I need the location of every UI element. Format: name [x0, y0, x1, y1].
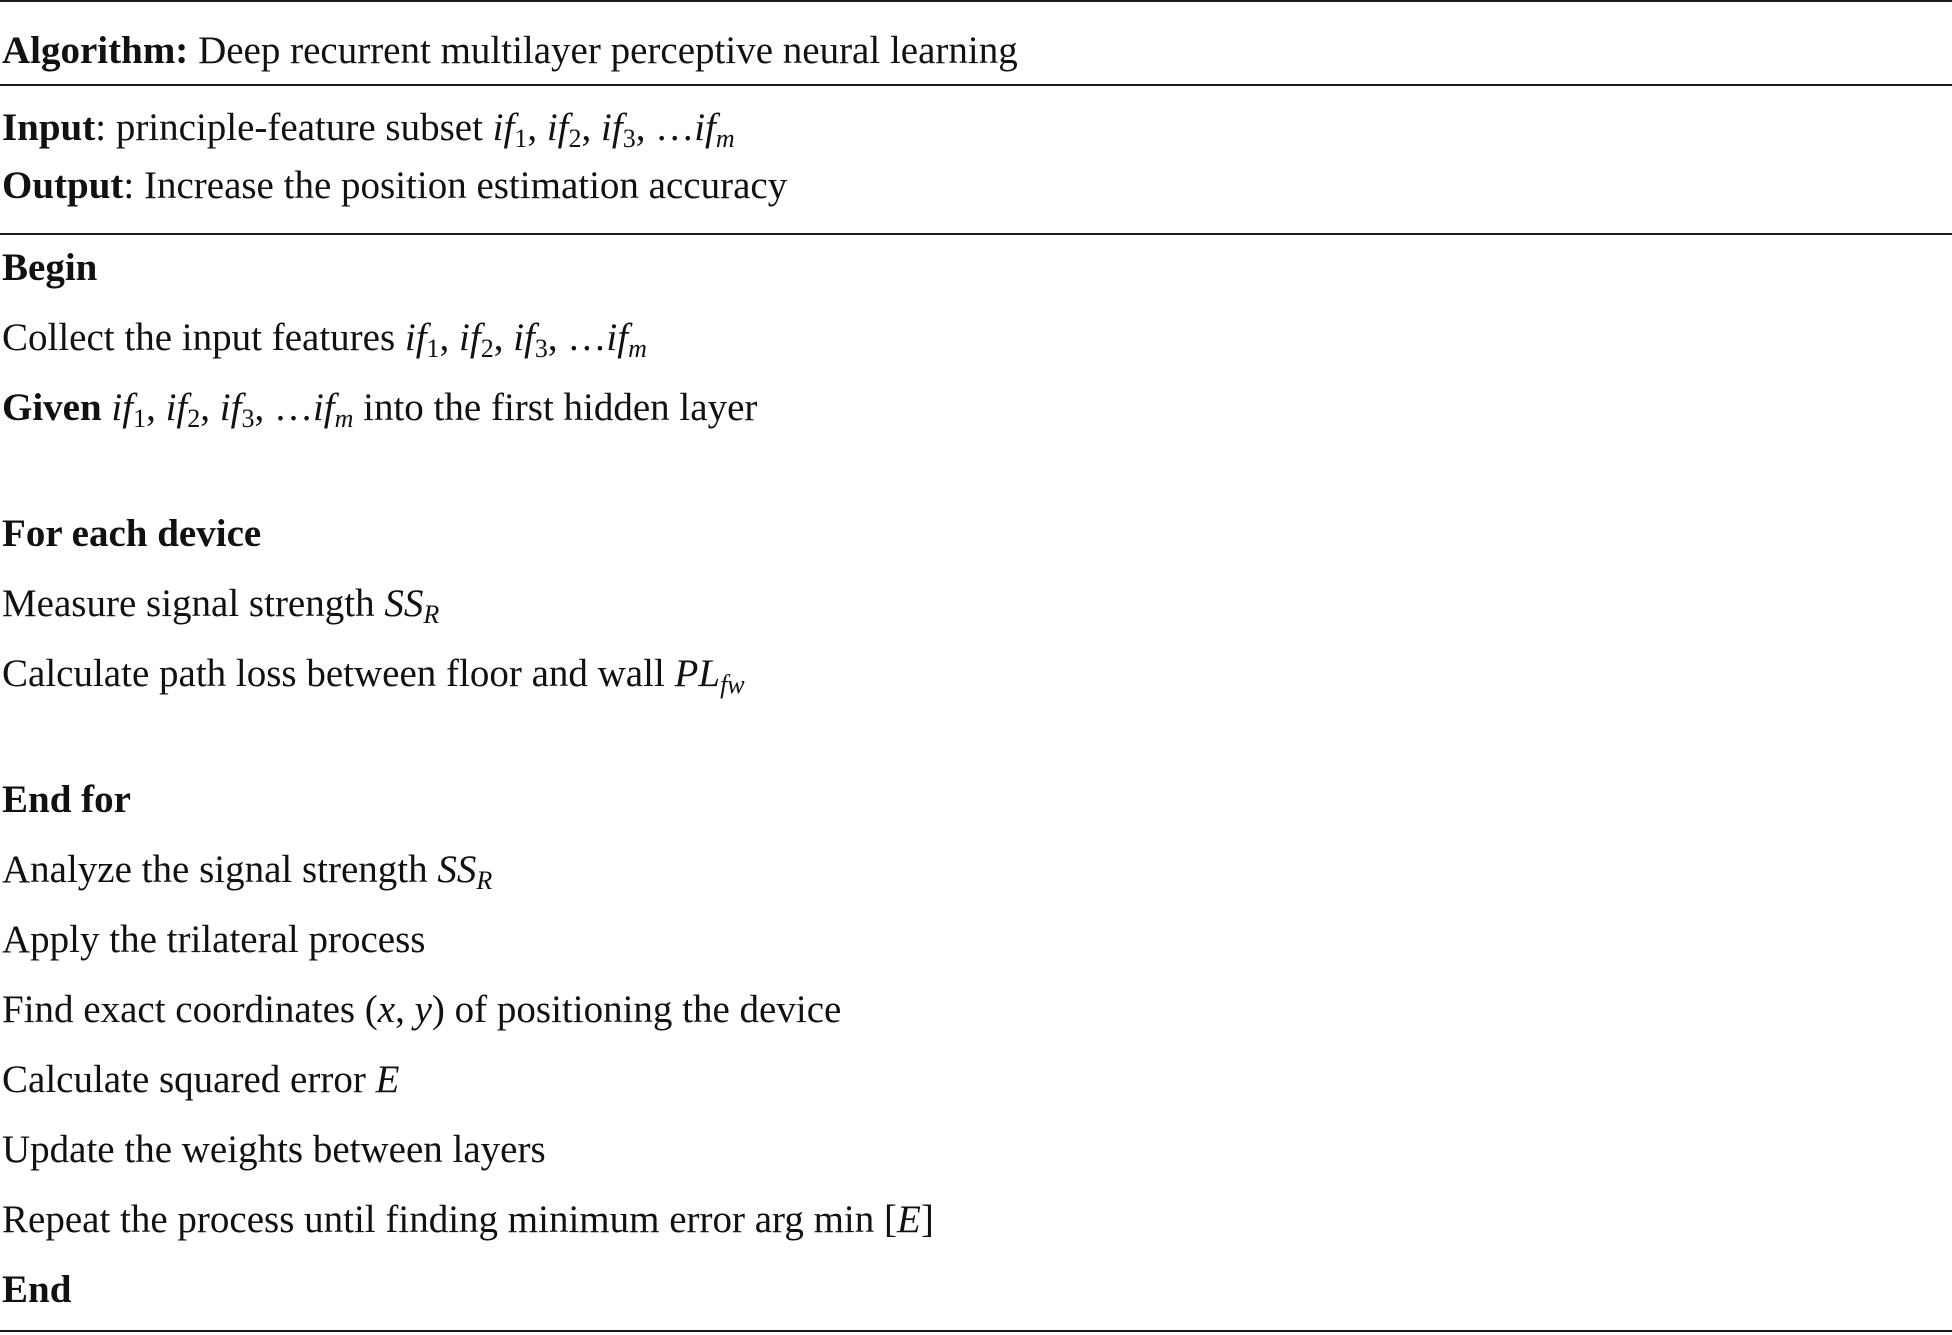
algorithm-title: [2, 27, 1018, 75]
measure-line: Measure signal strength $SS_R$: [2, 582, 440, 629]
squared-error-line: Calculate squared error E: [2, 1058, 400, 1101]
output-label: Output: [2, 164, 124, 207]
input-label: Input: [2, 106, 96, 149]
end-for-line: End for: [2, 778, 131, 821]
feature-list: $if_1$, $if_2$, $if_3$, $\dots if_m$: [404, 316, 647, 363]
repeat-line: Repeat the process until finding minimum error arg min [E]: [2, 1198, 934, 1241]
top-rule: [0, 0, 1952, 2]
algorithm-label: Algorithm:: [2, 29, 189, 72]
for-each-line: For each device: [2, 512, 262, 555]
find-coordinates-line: Find exact coordinates (x, y) of positioning the device: [2, 988, 842, 1031]
feature-list: $if_1$, $if_2$, $if_3$, $\dots if_m$: [111, 386, 354, 433]
begin-line: Begin: [2, 246, 98, 289]
output-line: [2, 162, 787, 210]
end-line: End: [2, 1268, 72, 1311]
output-text: : Increase the position estimation accuracy: [123, 164, 788, 207]
header-rule: [0, 84, 1952, 86]
algorithm-name: Deep recurrent multilayer perceptive neural learning: [198, 29, 1018, 72]
update-weights-line: Update the weights between layers: [2, 1128, 546, 1171]
feature-list: $if_1$, $if_2$, $if_3$, $\dots if_m$: [492, 106, 735, 153]
io-rule: [0, 233, 1952, 235]
analyze-line: Analyze the signal strength $SS_R$: [2, 848, 493, 895]
apply-line: Apply the trilateral process: [2, 918, 426, 961]
input-text: : principle-feature subset: [95, 106, 493, 149]
bottom-rule: [0, 1330, 1952, 1332]
collect-line: Collect the input features $if_1$, $if_2$, $if_3$, $\dots if_m$: [2, 316, 647, 363]
given-line: Given $if_1$, $if_2$, $if_3$, $\dots if_m$ into the first hidden layer: [2, 386, 758, 433]
path-loss-line: Calculate path loss between floor and wall $PL_{fw}$: [2, 652, 745, 699]
input-line: [2, 104, 735, 152]
